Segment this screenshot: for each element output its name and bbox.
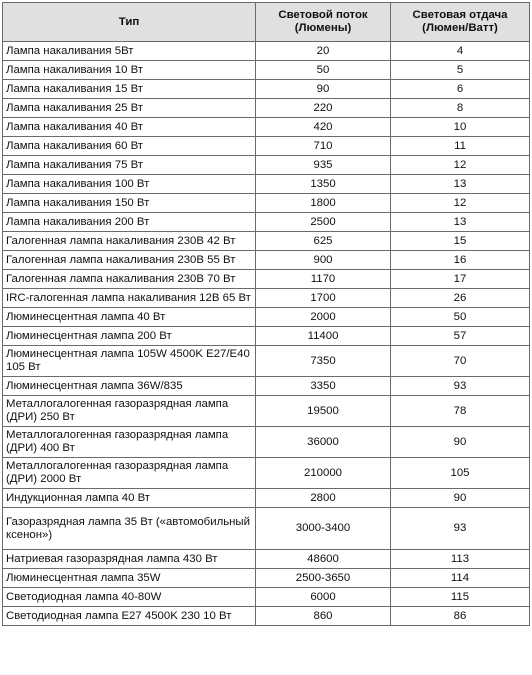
cell-flux: 20 (256, 42, 391, 61)
cell-type: Лампа накаливания 15 Вт (3, 80, 256, 99)
cell-flux: 11400 (256, 327, 391, 346)
table-row (3, 42, 530, 61)
cell-efficacy: 93 (391, 508, 530, 550)
cell-efficacy: 11 (391, 137, 530, 156)
table-row (3, 588, 530, 607)
cell-efficacy: 12 (391, 156, 530, 175)
cell-type: Галогенная лампа накаливания 230В 55 Вт (3, 251, 256, 270)
header-type-label: Тип (118, 15, 140, 28)
cell-efficacy: 16 (391, 251, 530, 270)
cell-type: Металлогалогенная газоразрядная лампа (ДРИ) 400 Вт (3, 427, 256, 458)
table-row (3, 458, 530, 489)
table-body (3, 42, 530, 626)
table-row (3, 270, 530, 289)
cell-efficacy: 5 (391, 61, 530, 80)
cell-type: Лампа накаливания 75 Вт (3, 156, 256, 175)
cell-flux: 2500-3650 (256, 569, 391, 588)
cell-efficacy: 93 (391, 377, 530, 396)
table-row (3, 489, 530, 508)
cell-type: IRC-галогенная лампа накаливания 12В 65 Вт (3, 289, 256, 308)
cell-efficacy: 78 (391, 396, 530, 427)
cell-efficacy: 13 (391, 175, 530, 194)
header-efficacy-line-1: Световая отдача (412, 9, 508, 21)
cell-type: Металлогалогенная газоразрядная лампа (ДРИ) 2000 Вт (3, 458, 256, 489)
cell-efficacy: 8 (391, 99, 530, 118)
cell-efficacy: 115 (391, 588, 530, 607)
cell-type: Лампа накаливания 25 Вт (3, 99, 256, 118)
cell-flux: 48600 (256, 550, 391, 569)
cell-flux: 710 (256, 137, 391, 156)
cell-type: Люминесцентная лампа 105W 4500K E27/E40 105 Вт (3, 346, 256, 377)
cell-efficacy: 113 (391, 550, 530, 569)
cell-efficacy: 90 (391, 489, 530, 508)
cell-efficacy: 6 (391, 80, 530, 99)
cell-flux: 210000 (256, 458, 391, 489)
cell-flux: 1800 (256, 194, 391, 213)
cell-type: Газоразрядная лампа 35 Вт («автомобильный ксенон») (3, 508, 256, 550)
cell-flux: 6000 (256, 588, 391, 607)
cell-flux: 90 (256, 80, 391, 99)
table-row (3, 346, 530, 377)
header-flux-line-2: (Люмены) (294, 22, 352, 34)
cell-type: Лампа накаливания 60 Вт (3, 137, 256, 156)
cell-type: Металлогалогенная газоразрядная лампа (ДРИ) 250 Вт (3, 396, 256, 427)
table-row (3, 80, 530, 99)
cell-type: Светодиодная лампа E27 4500K 230 10 Вт (3, 607, 256, 626)
cell-type: Лампа накаливания 100 Вт (3, 175, 256, 194)
cell-efficacy: 15 (391, 232, 530, 251)
table-row (3, 251, 530, 270)
cell-efficacy: 17 (391, 270, 530, 289)
cell-flux: 2000 (256, 308, 391, 327)
header-flux (256, 3, 391, 42)
cell-flux: 50 (256, 61, 391, 80)
header-type (3, 3, 256, 42)
cell-efficacy: 114 (391, 569, 530, 588)
table-row (3, 156, 530, 175)
table-row (3, 396, 530, 427)
cell-efficacy: 26 (391, 289, 530, 308)
cell-flux: 3350 (256, 377, 391, 396)
cell-efficacy: 90 (391, 427, 530, 458)
cell-flux: 1170 (256, 270, 391, 289)
header-efficacy (391, 3, 530, 42)
cell-efficacy: 50 (391, 308, 530, 327)
table-row (3, 118, 530, 137)
cell-efficacy: 86 (391, 607, 530, 626)
cell-type: Лампа накаливания 40 Вт (3, 118, 256, 137)
table-row (3, 137, 530, 156)
table-row (3, 99, 530, 118)
table-row (3, 508, 530, 550)
cell-type: Лампа накаливания 10 Вт (3, 61, 256, 80)
table-row (3, 308, 530, 327)
cell-flux: 1350 (256, 175, 391, 194)
cell-type: Люминесцентная лампа 40 Вт (3, 308, 256, 327)
cell-type: Лампа накаливания 150 Вт (3, 194, 256, 213)
header-flux-line-1: Световой поток (278, 9, 368, 21)
table-row (3, 61, 530, 80)
cell-type: Люминесцентная лампа 36W/835 (3, 377, 256, 396)
cell-flux: 2800 (256, 489, 391, 508)
cell-efficacy: 13 (391, 213, 530, 232)
cell-flux: 625 (256, 232, 391, 251)
cell-flux: 7350 (256, 346, 391, 377)
cell-type: Галогенная лампа накаливания 230В 42 Вт (3, 232, 256, 251)
cell-efficacy: 70 (391, 346, 530, 377)
table-row (3, 427, 530, 458)
cell-flux: 935 (256, 156, 391, 175)
cell-efficacy: 12 (391, 194, 530, 213)
table-row (3, 377, 530, 396)
cell-flux: 900 (256, 251, 391, 270)
cell-flux: 220 (256, 99, 391, 118)
table-row (3, 569, 530, 588)
cell-flux: 420 (256, 118, 391, 137)
table-row (3, 327, 530, 346)
cell-efficacy: 57 (391, 327, 530, 346)
cell-type: Люминесцентная лампа 35W (3, 569, 256, 588)
table-row (3, 607, 530, 626)
cell-flux: 19500 (256, 396, 391, 427)
table-row (3, 194, 530, 213)
table-row (3, 213, 530, 232)
cell-efficacy: 4 (391, 42, 530, 61)
table-row (3, 175, 530, 194)
table-row (3, 232, 530, 251)
cell-type: Светодиодная лампа 40-80W (3, 588, 256, 607)
cell-type: Натриевая газоразрядная лампа 430 Вт (3, 550, 256, 569)
cell-type: Люминесцентная лампа 200 Вт (3, 327, 256, 346)
cell-efficacy: 105 (391, 458, 530, 489)
cell-flux: 3000-3400 (256, 508, 391, 550)
table-row (3, 550, 530, 569)
lamp-comparison-table (2, 2, 530, 626)
header-efficacy-line-2: (Люмен/Ватт) (422, 22, 498, 34)
cell-type: Лампа накаливания 5Вт (3, 42, 256, 61)
cell-flux: 1700 (256, 289, 391, 308)
cell-type: Индукционная лампа 40 Вт (3, 489, 256, 508)
cell-type: Лампа накаливания 200 Вт (3, 213, 256, 232)
table-header-row (3, 3, 530, 42)
cell-efficacy: 10 (391, 118, 530, 137)
cell-type: Галогенная лампа накаливания 230В 70 Вт (3, 270, 256, 289)
cell-flux: 36000 (256, 427, 391, 458)
table-row (3, 289, 530, 308)
cell-flux: 2500 (256, 213, 391, 232)
cell-flux: 860 (256, 607, 391, 626)
